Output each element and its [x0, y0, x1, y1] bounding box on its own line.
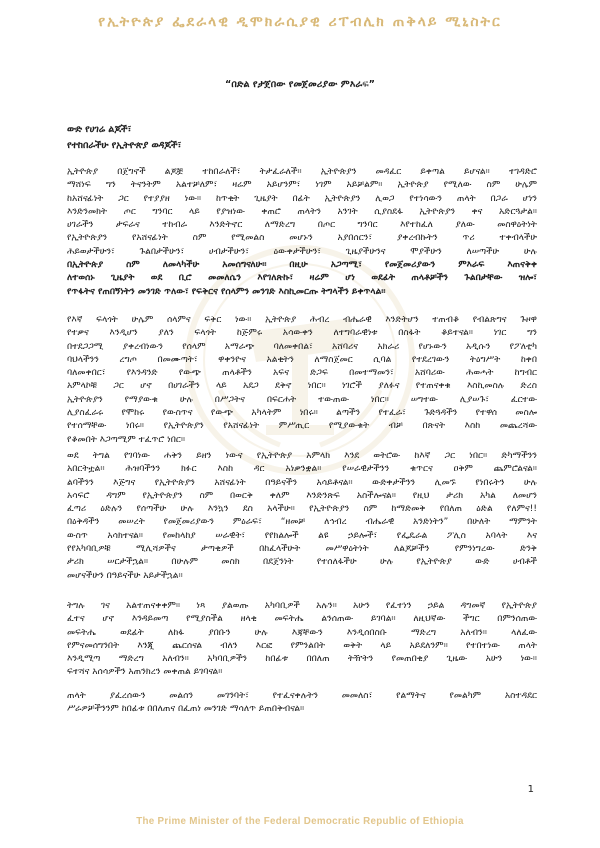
paragraph: [67, 450, 537, 583]
paragraph-line: ለተወሰኑ ጊዜያት ወደ ቢሮ መመለሴን እየገለጽኩ፣ ዛሬም ሆነ ወደፊት ጠላቶቻችን ጉልበታቸው ዝሎ፣: [67, 273, 537, 284]
paragraph-line: የቆመበት እጋጣሚም ተፈጥሮ ነበር።: [67, 434, 186, 445]
paragraph-line: ባህላችንን ረግጦ በመሙጣት፣ ዋቀንዮና አልቂትን ለማስጀመር ሲባል የተደረገውን ትዕግሥት ከቀበ: [67, 354, 537, 365]
paragraph-line: በዕቅዳችን መሠረት የመጀመሪያውን ምዕራፍ፣ “ዘመቻ ለኅብረ ብሔራዊ አንድነትን” በሁለት ማምንት: [67, 517, 537, 528]
paragraph-line: ትግሉ ገና አልተጠናቀቀም። ነጻ ያልወጡ አካባቢዎች አሉን። አሁን የፈተነን ኃይል ዳግመኛ የኢትዮጵያ: [67, 601, 537, 611]
letterhead-footer: The Prime Minister of the Federal Democratic Republic of Ethiopia: [136, 816, 464, 827]
salutation-line: የተከበራችሁ የኢትዮጵያ ወዳጆች፣: [67, 140, 182, 151]
paragraph-line: መሆናችሁን በዓይናችሁ አይታችኋል።: [67, 570, 183, 581]
paragraph-line: አበርትቷል። ሕዝባችንን ክፉር እስከ ዳር አነቃንቋል። የሠራዊታችንን ቁጥርና ዐቅም ጨምሮልናል።: [67, 464, 537, 475]
paragraph: [67, 166, 537, 299]
paragraph-line: ወደ ትግል የገባነው ሐቅን ይዘን ነውና የኢትዮጵያ አምላክ እንደ ወትሮው ከእኛ ጋር ነበር። ድካማችንን: [67, 451, 537, 461]
paragraph-line: የምናመሰግንበት እንጂ ጨርሰናል ብለን እርፎ የምንልበት ወቅት ላይ አይደለንም። የተበተነው ጠላት: [67, 640, 537, 651]
paragraph-line: ኢትዮጵያ በጀግኖች ልጆቿ ተከበራለች፣ ትታፈራለች። ኢትዮጵያን መዳፈር ይቀጣል ይሆናል። ተገዳድሮ: [67, 167, 537, 177]
paragraph-line: የእኛ ፍላጎት ሁሌም ሰላምና ፍቅር ነው። ኢትዮጵያ ሕብረ ብሔራዊ እንድትሆን ተጠብቆ የብልጽግና ጉዞዋ: [67, 315, 537, 325]
document-title: “በድል የታጀበው የመጀመሪያው ምእራፍ”: [225, 79, 375, 90]
paragraph-line: የኢትዮጵያን የአሸናፊነት ስም የሚመልስ መሆኑን አያበሰርን፣ ያቀረብኩትን ጥሪ ተቀብላችሁ: [67, 233, 537, 244]
paragraph-line: ልባችንን እጅግና የኢትዮጵያን አሸናፊነት በዓይናችን አሳይቶናል። ውድቀታችንን ሊመኙ የነበሩትን ሁሉ: [67, 477, 537, 488]
paragraph-line: ፈጣሪ ዕድሉን የሰጣችሁ ሁሉ እንኳን ደስ አላችሁ። የኢትዮጵያን ስም ከማድመቅ የበለጠ ዕድል የለምና!!: [67, 504, 537, 515]
paragraph-line: ፍተሻና አሰሳዎችን አጠንክረን መቀጠል ይገባናል።: [67, 667, 223, 678]
paragraph-line: ኢትዮጵያን የማያውቁ ሁሉ በሥጋትና በፍርሐት ተውጠው ነበር። ሠግተው ሊያሠጉ፣ ፈርተው: [67, 394, 537, 405]
paragraph-line: ታሪክ ሠርታችኋል። በሁሉም መስክ በደጀንነት የተሰለፋችሁ ሁሉ የኢትዮጵያ ውድ ሀብቶች: [67, 557, 537, 568]
page-number: 1: [527, 784, 534, 795]
paragraph-line: ማሸነፍ ግን ትናንትም አልተቻለም፣ ዛሬም አይሆንም፣ ነገም አይቻልም። ኢትዮጵያ የሚለው ስም ሁሌም: [67, 180, 537, 191]
paragraph-line: የተቃና እንዲሆን ያለን ፍላጎት ከጅምሩ አሳውቀን ለተግባራዊነቱ በስፋት ቆይተናል። ነገር ግን: [67, 328, 537, 339]
paragraph-line: ሕይወታችሁን፣ ጉልበታችሁን፣ ሀብታችሁን፣ ዕውቀታችሁን፣ ጊዜያችሁንና ሞያችሁን ለሠጣችሁ ሁሉ: [67, 246, 537, 257]
paragraph-line: የጥፋትና የጠበኝነትን መንገድ ጥለው፣ የፍቅርና የሰላምን መንገድ እስኪመርጡ ትግላችን ይቀጥላል።: [67, 286, 386, 297]
paragraph-line: ሀገራችን ታፍራና ተከብራ እንድትኖር ለማድረግ በጦር ግንባር እየተከፈለ ያለው መስዋዕትነት: [67, 220, 537, 231]
paragraph-line: ከአሸናፊነት ጋር የተያያዘ ነው። ከጥቂት ጊዜያት በፊት ኢትዮጵያን ሊወጋ የተነሳውን ጠላት በጋራ ሆነን: [67, 193, 537, 204]
letterhead-title: የኢትዮጵያ ፌደራላዊ ዲሞክራሲያዊ ሪፐብሊክ ጠቅላይ ሚኒስትር: [98, 14, 502, 30]
paragraph-line: ጠላት ያፈረሰውን መልሰን መገንባት፣ የተፈናቀሉትን መመለስ፣ የልማትና የመልካም አስተዳደር: [67, 691, 537, 701]
paragraph-line: ሊያስፈራሩ የሞከሩ የውስጥና የውጭ አካላትም ነበሩ። ልጣችን የተፈራ፣ ጉድጓዳችን የተዋሰ መስሎ: [67, 408, 537, 419]
paragraph-line: አምላኮቹ ጋር ሆኖ በሀገራችን ላይ አደጋ ደቅኖ ነበር። ነገሮች ያለፉና የተጠናቀቁ እስኪመስሉ ድረስ: [67, 381, 537, 392]
paragraph: [67, 314, 537, 447]
paragraph-line: በኢትዮጵያ ስም ለመላካችሁ አመሰግናለሁ። በዚሁ አጋጣሚ፣ የመጀመሪያውን ምእራፍ እጠናቅቀ: [67, 260, 537, 271]
paragraph-line: በተደጋጋሚ ያቀረብነውን የሰላም አማራጭ ባለመቀበል፣ አሸባሪና አክራሪ የሆኑውን አዲሱን የፖለቲካ: [67, 341, 537, 352]
paragraph-line: እንድንመክት ጦር ግንባር ላይ የያዝነው ቀጠሮ ጠላትን አንገት ሲያስደፋ ኢትዮጵያን ቀና አድርጓታል።: [67, 206, 537, 217]
paragraph-line: እንዲሚጣ ማድረግ አለብን። አካባቢዎችን ከበፊቱ በበለጠ ትዥትን የመጠበቂያ ጊዜው አሁን ነው።: [67, 654, 537, 665]
paragraph-line: መፍትሔ ወደፊት ለከፋ ያበቡን ሁሉ እጃቸውን እንዲሰበስቡ ማድረግ አለብን። ላለፈው: [67, 627, 537, 638]
paragraph-line: ሥራዎቻችንንም ከበፊቱ በበለጠና በፈጠነ መንገድ ማሳለጥ ይጠበቅብናል።: [67, 704, 305, 715]
paragraph-line: አሳፍሮ ዳግም የኢትዮጵያን ስም በወርቅ ቀለም እንድንጽፍ አስችሎናል። የዚህ ታሪክ አካል ለመሆን: [67, 490, 537, 501]
paragraph-line: የተሰማቸው ነበሩ። የኢትዮጵያን የአሸናፊነት ምሥጢር የሚያውቁት ብቻ በጽናት እስከ መጨረሻው: [67, 421, 537, 432]
salutation-line: ውድ የሀገሬ ልጆች፣: [67, 124, 132, 135]
paragraph-line: የየአካባቢዎቹ ሚሊሻዎችና ታጣቂዎች በከፈላችሁት መሥዋዕትነት ለልጆቻችን የምንነግረው ድንቅ: [67, 544, 537, 555]
paragraph: [67, 690, 537, 717]
paragraph-line: ፈተና ሆኖ እንዳይመጣ የሚያስችል ዘላቂ መፍትሔ ልንሰጠው ይገባል። ለዚህኛው ችግር በምንሰጠው: [67, 614, 537, 625]
paragraph-line: ባለመቀበር፣ የእንዳንድ የውጭ ጠላቶችን አፍና ድጋፍ በመተማመን፣ አሸባሪው ሕወሓት ከግብር: [67, 368, 537, 379]
paragraph-line: ውስጥ አሳክተናል። የመከላከያ ሠራዊት፣ የየክልሎች ልዩ ኃይሎች፣ የፌዴራል ፖሊስ አባላት እና: [67, 530, 537, 541]
paragraph: [67, 600, 537, 680]
